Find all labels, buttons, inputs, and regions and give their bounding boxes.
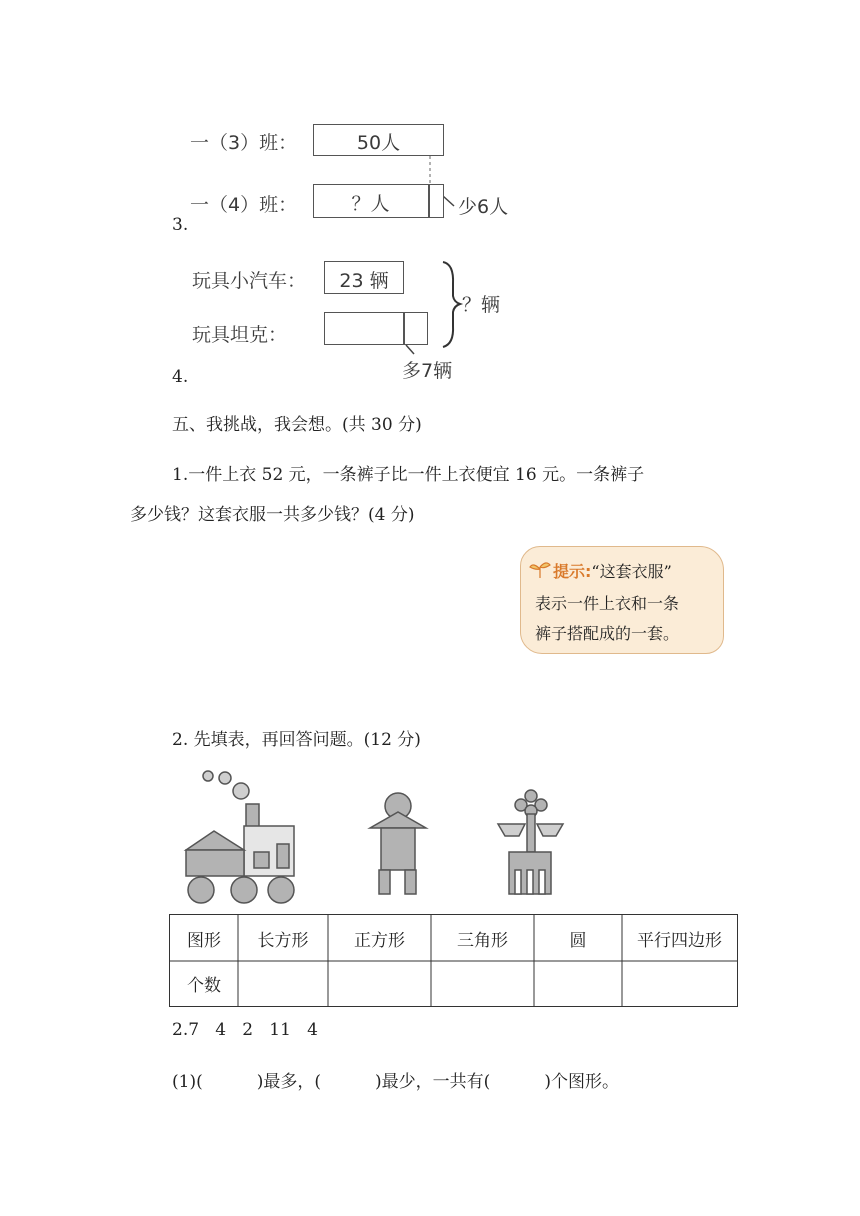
hint-line3: 裤子搭配成的一套。 xyxy=(535,624,680,643)
class3-value: 50人 xyxy=(356,132,401,154)
class3-label: 一（3）班： xyxy=(190,132,298,154)
table-header-circle: 圆 xyxy=(569,930,587,951)
table-grid-lines xyxy=(170,915,737,1006)
sprout-icon xyxy=(529,559,551,579)
table-header-shape: 图形 xyxy=(187,930,221,951)
tank-label: 玩具坦克： xyxy=(192,324,288,346)
table-header-rectangle: 长方形 xyxy=(257,930,309,951)
person-arms xyxy=(370,812,426,828)
tank-diff-label: 多7辆 xyxy=(402,360,453,382)
question2-title: 2. 先填表，再回答问题。(12 分) xyxy=(172,730,421,750)
flower-stem xyxy=(527,814,535,852)
table-header-square: 正方形 xyxy=(354,930,405,951)
flower-leaf-left xyxy=(498,824,525,836)
train-window-square xyxy=(254,852,269,868)
class4-value: ？人 xyxy=(351,193,390,215)
car-value: 23 辆 xyxy=(339,270,389,292)
question2-sub1: (1)( )最多，( )最少，一共有( )个图形。 xyxy=(172,1072,619,1092)
person-body xyxy=(381,828,415,870)
hint-bubble xyxy=(520,546,724,654)
train-wheel-3 xyxy=(268,877,294,903)
person-figure xyxy=(370,793,426,894)
flower-leaf-right xyxy=(537,824,563,836)
hint-line2: 表示一件上衣和一条 xyxy=(535,594,680,613)
flower-pot-bar-1 xyxy=(515,870,521,894)
total-label: ？辆 xyxy=(462,294,501,316)
table-header-parallelogram: 平行四边形 xyxy=(637,930,722,951)
table-header-triangle: 三角形 xyxy=(457,930,508,951)
flower-pot-bar-2 xyxy=(527,870,533,894)
hint-title: 提示: xyxy=(553,562,592,581)
train-figure xyxy=(186,771,294,903)
hint-line1: “这套衣服” xyxy=(591,562,672,581)
class4-diff-label: 少6人 xyxy=(458,196,509,218)
shape-count-table xyxy=(169,914,738,1007)
car-label: 玩具小汽车： xyxy=(192,270,307,292)
flower-pot-bar-3 xyxy=(539,870,545,894)
question1-line2: 多少钱？这套衣服一共多少钱？(4 分) xyxy=(130,505,415,525)
class4-label: 一（4）班： xyxy=(190,194,298,216)
smoke-circle-large xyxy=(233,783,249,799)
smoke-circle-medium xyxy=(219,772,231,784)
question1-line1: 1.一件上衣 52 元，一条裤子比一件上衣便宜 16 元。一条裤子 xyxy=(172,465,645,485)
train-chimney xyxy=(246,804,259,828)
train-wheel-1 xyxy=(188,877,214,903)
train-window-rect xyxy=(277,844,289,868)
item-number-4: 4. xyxy=(172,367,189,387)
table-row-label-count: 个数 xyxy=(187,976,221,996)
train-roof xyxy=(186,831,244,850)
train-body xyxy=(186,850,244,876)
train-wheel-2 xyxy=(231,877,257,903)
item-number-3: 3. xyxy=(172,215,189,235)
flower-petal-1 xyxy=(525,790,537,802)
answer-line: 2.7 4 2 11 4 xyxy=(172,1020,318,1040)
person-leg-left xyxy=(379,870,390,894)
smoke-circle-small xyxy=(203,771,213,781)
flower-figure xyxy=(498,790,563,894)
section5-title: 五、我挑战，我会想。(共 30 分) xyxy=(172,415,422,435)
person-leg-right xyxy=(405,870,416,894)
total-brace xyxy=(0,0,860,400)
shapes-illustration xyxy=(0,760,860,910)
